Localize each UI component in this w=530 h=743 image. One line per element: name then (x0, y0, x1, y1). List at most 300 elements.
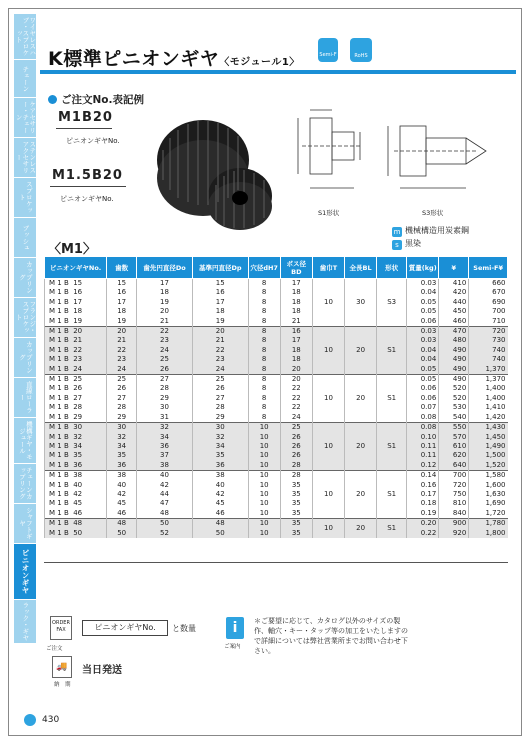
table-cell: 15 (107, 279, 137, 289)
s3-caption: S3形状 (422, 209, 444, 217)
table-cell: 24 (137, 346, 193, 355)
table-row (45, 499, 508, 508)
table-row (45, 365, 508, 375)
sidebar-tab[interactable]: カップリング (14, 258, 36, 298)
table-cell: 18 (192, 307, 248, 316)
table-cell: 31 (137, 413, 193, 423)
table-cell: 0.06 (407, 384, 439, 393)
table-cell: 920 (439, 529, 469, 538)
table-cell: 35 (280, 509, 312, 519)
table-cell: 8 (248, 307, 280, 316)
column-header: Semi-F¥ (469, 257, 508, 279)
table-cell: 490 (439, 355, 469, 364)
table-row (45, 490, 508, 499)
legend-material: m 機械構造用炭素鋼 (393, 226, 469, 236)
table-cell: 10 (248, 433, 280, 442)
table-row (45, 471, 508, 481)
table-cell: 28 (280, 461, 312, 471)
column-header: 全長BL (345, 257, 377, 279)
table-cell: 10 (312, 375, 344, 423)
table-cell: 10 (248, 461, 280, 471)
table-cell: 24 (107, 365, 137, 375)
table-cell: 15 (192, 279, 248, 289)
table-cell: 1,800 (469, 529, 508, 538)
table-cell: 8 (248, 298, 280, 307)
table-cell: 10 (248, 499, 280, 508)
material-legend (392, 224, 469, 250)
s1-caption: S1形状 (318, 209, 340, 217)
table-cell: 640 (439, 461, 469, 471)
table-cell: M 1 B 26 (45, 384, 107, 393)
sidebar-tab[interactable]: フランジ・スプロケット (14, 298, 36, 338)
table-cell: 16 (107, 288, 137, 297)
order-number-box: ピニオンギヤNo. (82, 620, 168, 636)
table-cell: 50 (107, 529, 137, 538)
table-cell: M 1 B 18 (45, 307, 107, 316)
table-cell: 21 (107, 336, 137, 345)
pinion-gear-photo (148, 110, 276, 230)
table-cell: 19 (192, 317, 248, 327)
table-cell: 35 (280, 490, 312, 499)
truck-icon: 🚚 (52, 656, 72, 678)
table-cell: 32 (192, 433, 248, 442)
table-cell: S1 (377, 423, 407, 471)
table-cell: 0.05 (407, 365, 439, 375)
page-number: 430 (42, 715, 60, 725)
table-cell: 38 (192, 471, 248, 481)
table-cell: S1 (377, 327, 407, 375)
table-cell: 34 (107, 442, 137, 451)
table-cell: 19 (137, 298, 193, 307)
table-cell: 40 (107, 481, 137, 490)
table-cell: 20 (345, 327, 377, 375)
table-row (45, 394, 508, 403)
table-body (45, 279, 508, 538)
table-cell: 30 (192, 423, 248, 433)
table-row (45, 433, 508, 442)
table-cell: 840 (439, 509, 469, 519)
table-cell: 19 (107, 317, 137, 327)
table-cell: 0.20 (407, 519, 439, 529)
finish-mark-icon: s (392, 240, 402, 250)
sidebar-tab[interactable]: カップリング (14, 338, 36, 378)
table-cell: 0.18 (407, 499, 439, 508)
table-cell: M 1 B 46 (45, 509, 107, 519)
table-cell: 20 (107, 327, 137, 337)
table-row (45, 423, 508, 433)
table-cell: 17 (280, 279, 312, 289)
table-header (45, 257, 508, 279)
table-cell: 28 (192, 403, 248, 412)
table-cell: 26 (280, 451, 312, 460)
table-cell: 20 (345, 519, 377, 538)
table-cell: 18 (280, 307, 312, 316)
table-cell: S3 (377, 279, 407, 327)
table-cell: 0.10 (407, 433, 439, 442)
table-cell: 10 (248, 423, 280, 433)
order-example-code-1: M1B20 (58, 110, 113, 125)
table-cell: 0.03 (407, 279, 439, 289)
table-cell: 8 (248, 288, 280, 297)
table-row (45, 529, 508, 538)
table-cell: 8 (248, 346, 280, 355)
table-cell: 520 (439, 384, 469, 393)
table-cell: 0.08 (407, 413, 439, 423)
table-cell: 520 (439, 394, 469, 403)
table-cell: 0.17 (407, 490, 439, 499)
table-cell: 24 (280, 413, 312, 423)
table-cell: 30 (345, 279, 377, 327)
table-cell: M 1 B 42 (45, 490, 107, 499)
column-header: 基準円直径Dp (192, 257, 248, 279)
table-row (45, 317, 508, 327)
table-cell: M 1 B 35 (45, 451, 107, 460)
table-cell: 8 (248, 355, 280, 364)
table-cell: 0.03 (407, 327, 439, 337)
table-cell: 18 (280, 355, 312, 364)
column-header: 質量(kg) (407, 257, 439, 279)
table-cell: 740 (469, 355, 508, 364)
table-cell: 32 (137, 423, 193, 433)
table-cell: 0.05 (407, 307, 439, 316)
table-cell: 8 (248, 327, 280, 337)
table-cell: 8 (248, 394, 280, 403)
table-cell: M 1 B 28 (45, 403, 107, 412)
table-cell: 21 (280, 317, 312, 327)
table-cell: 1,630 (469, 490, 508, 499)
table-cell: 18 (280, 346, 312, 355)
table-cell: 48 (137, 509, 193, 519)
table-cell: 40 (137, 471, 193, 481)
order-example-code-2: M1.5B20 (52, 168, 123, 183)
table-cell: 1,690 (469, 499, 508, 508)
table-cell: M 1 B 36 (45, 461, 107, 471)
table-cell: 10 (312, 279, 344, 327)
table-cell: 0.04 (407, 288, 439, 297)
table-cell: 470 (439, 327, 469, 337)
table-cell: 30 (137, 403, 193, 412)
table-cell: 45 (107, 499, 137, 508)
table-row (45, 509, 508, 519)
table-row (45, 355, 508, 364)
table-cell: 670 (469, 288, 508, 297)
table-cell: M 1 B 17 (45, 298, 107, 307)
table-cell: 8 (248, 365, 280, 375)
table-row (45, 279, 508, 289)
table-cell: 23 (107, 355, 137, 364)
table-cell: 10 (312, 327, 344, 375)
table-cell: M 1 B 16 (45, 288, 107, 297)
table-cell: 48 (192, 519, 248, 529)
table-cell: 10 (248, 442, 280, 451)
table-cell: 460 (439, 317, 469, 327)
table-row (45, 461, 508, 471)
sidebar-tab[interactable]: 直線ローラー (14, 378, 36, 418)
table-cell: 1,720 (469, 509, 508, 519)
table-cell: 10 (248, 490, 280, 499)
table-cell: M 1 B 40 (45, 481, 107, 490)
order-example-label-2: ピニオンギヤNo. (60, 195, 114, 203)
table-cell: 17 (280, 336, 312, 345)
table-cell: 22 (280, 403, 312, 412)
order-example-heading: ご注文No.表記例 (48, 92, 144, 107)
table-cell: 1,370 (469, 365, 508, 375)
table-cell: 20 (280, 365, 312, 375)
legend-finish: s 黒染 (392, 237, 469, 250)
table-cell: 18 (280, 298, 312, 307)
table-cell: 0.06 (407, 317, 439, 327)
table-row (45, 288, 508, 297)
spec-table (44, 256, 508, 538)
order-suffix: と数量 (172, 624, 196, 633)
table-cell: 0.04 (407, 355, 439, 364)
table-cell: 0.14 (407, 471, 439, 481)
sidebar-tab[interactable]: ワイヤレスハブ・スプロケット (14, 14, 36, 60)
table-cell: 22 (192, 346, 248, 355)
column-header: 歯巾T (312, 257, 344, 279)
table-cell: 8 (248, 279, 280, 289)
table-cell: M 1 B 34 (45, 442, 107, 451)
table-cell: 50 (192, 529, 248, 538)
table-cell: 10 (312, 471, 344, 519)
table-cell: 490 (439, 346, 469, 355)
column-header: ピニオンギヤNo. (45, 257, 107, 279)
table-row (45, 403, 508, 412)
table-cell: 18 (280, 288, 312, 297)
fax-icon: ORDER FAX (50, 616, 72, 640)
fax-caption: ご注文 (46, 646, 63, 652)
table-cell: 52 (137, 529, 193, 538)
table-cell: 38 (137, 461, 193, 471)
table-cell: 46 (107, 509, 137, 519)
delivery-caption: 納 期 (54, 682, 71, 688)
table-cell: 36 (192, 461, 248, 471)
table-cell: 28 (107, 403, 137, 412)
table-cell: 10 (248, 451, 280, 460)
sidebar-tab[interactable]: ケアセサリー・チェーン (14, 98, 36, 138)
table-cell: M 1 B 38 (45, 471, 107, 481)
table-cell: 35 (107, 451, 137, 460)
table-cell: M 1 B 19 (45, 317, 107, 327)
table-row (45, 481, 508, 490)
table-cell: 720 (469, 327, 508, 337)
table-cell: 17 (107, 298, 137, 307)
table-cell: 1,410 (469, 403, 508, 412)
table-cell: 740 (469, 346, 508, 355)
table-cell: 35 (192, 451, 248, 460)
table-cell: 750 (439, 490, 469, 499)
table-cell: 25 (280, 423, 312, 433)
table-cell: 550 (439, 423, 469, 433)
table-cell: 8 (248, 317, 280, 327)
column-header: 穴径dH7 (248, 257, 280, 279)
table-cell: M 1 B 24 (45, 365, 107, 375)
sidebar-tab[interactable]: ブッシュ (14, 218, 36, 258)
table-cell: 22 (280, 384, 312, 393)
table-cell: 0.16 (407, 481, 439, 490)
page-dot-icon (24, 714, 36, 726)
sidebar-tab[interactable]: スプロケット (14, 178, 36, 218)
table-cell: 440 (439, 298, 469, 307)
sidebar-tab[interactable]: チェーン (14, 60, 36, 98)
column-header: 形状 (377, 257, 407, 279)
table-cell: 23 (192, 355, 248, 364)
table-cell: 36 (107, 461, 137, 471)
table-cell: M 1 B 30 (45, 423, 107, 433)
table-cell: 0.05 (407, 298, 439, 307)
table-cell: 29 (107, 413, 137, 423)
table-cell: 8 (248, 403, 280, 412)
code-underline (56, 128, 112, 129)
table-cell: 20 (345, 423, 377, 471)
table-cell: 22 (137, 327, 193, 337)
table-cell: 1,430 (469, 423, 508, 433)
table-cell: 1,500 (469, 451, 508, 460)
table-cell: 410 (439, 279, 469, 289)
table-cell: 0.08 (407, 423, 439, 433)
sidebar-tab[interactable]: シャフトギヤ (14, 504, 36, 544)
table-cell: 22 (107, 346, 137, 355)
custom-order-note: ＊ご要望に応じて、カタログ以外のサイズの製作、軸穴・キー・タップ等の加工をいたしますので詳細については弊社営業所までお問い合わせ下さい。 (254, 617, 408, 655)
table-cell: S1 (377, 375, 407, 423)
table-cell: 420 (439, 288, 469, 297)
table-cell: 17 (137, 279, 193, 289)
table-cell: 25 (192, 375, 248, 385)
table-cell: 26 (107, 384, 137, 393)
column-header: ボス径BD (280, 257, 312, 279)
table-cell: 10 (312, 423, 344, 471)
table-row (45, 346, 508, 355)
bullet-icon (48, 95, 57, 104)
table-cell: 1,580 (469, 471, 508, 481)
table-cell: M 1 B 48 (45, 519, 107, 529)
rohs-badge-icon: RoHS (350, 38, 372, 62)
table-cell: 27 (137, 375, 193, 385)
table-cell: 35 (280, 519, 312, 529)
sidebar-tab[interactable]: ピニオンギヤ (14, 544, 36, 600)
table-cell: 0.19 (407, 509, 439, 519)
table-cell: 44 (137, 490, 193, 499)
table-cell: 35 (280, 499, 312, 508)
table-cell: M 1 B 23 (45, 355, 107, 364)
table-cell: 50 (137, 519, 193, 529)
table-cell: 10 (248, 509, 280, 519)
table-cell: 1,490 (469, 442, 508, 451)
table-cell: 720 (439, 481, 469, 490)
table-cell: 810 (439, 499, 469, 508)
order-example-label-1: ピニオンギヤNo. (66, 137, 120, 145)
table-cell: 45 (192, 499, 248, 508)
table-cell: 23 (137, 336, 193, 345)
sidebar-tab[interactable]: ラック・ギヤ (14, 600, 36, 644)
info-caption: ご案内 (224, 644, 241, 650)
dimension-drawing (290, 96, 510, 221)
table-cell: 36 (137, 442, 193, 451)
table-cell: 21 (192, 336, 248, 345)
column-header: 歯数 (107, 257, 137, 279)
table-cell: M 1 B 20 (45, 327, 107, 337)
table-cell: 530 (439, 403, 469, 412)
sidebar-tab[interactable]: ステンレスアクセサリー (14, 138, 36, 178)
table-cell: M 1 B 27 (45, 394, 107, 403)
column-header: ¥ (439, 257, 469, 279)
table-cell: 1,780 (469, 519, 508, 529)
table-cell: 42 (192, 490, 248, 499)
table-cell: 0.11 (407, 442, 439, 451)
table-row (45, 384, 508, 393)
table-cell: 1,450 (469, 433, 508, 442)
table-cell: 1,400 (469, 384, 508, 393)
table-cell: 0.05 (407, 375, 439, 385)
table-cell: M 1 B 50 (45, 529, 107, 538)
table-cell: 10 (248, 481, 280, 490)
table-cell: 10 (248, 529, 280, 538)
table-cell: 34 (137, 433, 193, 442)
table-cell: 490 (439, 375, 469, 385)
table-cell: 35 (280, 481, 312, 490)
table-cell: 690 (469, 298, 508, 307)
table-cell: 37 (137, 451, 193, 460)
table-cell: 710 (469, 317, 508, 327)
table-row (45, 375, 508, 385)
table-cell: 48 (107, 519, 137, 529)
table-cell: 10 (248, 519, 280, 529)
table-cell: 25 (137, 355, 193, 364)
table-cell: 610 (439, 442, 469, 451)
header-rule (40, 70, 516, 74)
table-cell: 16 (280, 327, 312, 337)
table-cell: 0.03 (407, 336, 439, 345)
table-row (45, 413, 508, 423)
table-cell: 620 (439, 451, 469, 460)
table-cell: 0.12 (407, 461, 439, 471)
sidebar-tab[interactable]: チェーンカップリング (14, 464, 36, 504)
table-cell: M 1 B 21 (45, 336, 107, 345)
table-cell: 20 (345, 471, 377, 519)
sidebar-tab[interactable]: 機構ギヤ・モジュール (14, 418, 36, 464)
table-cell: 700 (469, 307, 508, 316)
delivery-text: 当日発送 (82, 665, 122, 676)
catalog-sidebar (14, 14, 36, 704)
table-cell: 17 (192, 298, 248, 307)
material-mark-icon: m (393, 228, 401, 236)
table-row (45, 451, 508, 460)
table-cell: 42 (107, 490, 137, 499)
table-row (45, 307, 508, 316)
table-cell: 16 (192, 288, 248, 297)
table-cell: 8 (248, 336, 280, 345)
table-cell: 38 (107, 471, 137, 481)
table-cell: 480 (439, 336, 469, 345)
table-row (45, 298, 508, 307)
table-cell: 28 (137, 384, 193, 393)
table-cell: 27 (107, 394, 137, 403)
table-cell: 26 (280, 433, 312, 442)
table-cell: 0.07 (407, 403, 439, 412)
table-row (45, 327, 508, 337)
table-cell: 20 (192, 327, 248, 337)
table-row (45, 442, 508, 451)
table-cell: 26 (137, 365, 193, 375)
table-cell: 900 (439, 519, 469, 529)
table-cell: M 1 B 25 (45, 375, 107, 385)
table-bottom-rule (44, 562, 508, 563)
semi-f-badge-icon: Semi-F (318, 38, 338, 62)
table-cell: 20 (345, 375, 377, 423)
table-cell: 0.04 (407, 346, 439, 355)
table-cell: 21 (137, 317, 193, 327)
table-cell: 1,420 (469, 413, 508, 423)
